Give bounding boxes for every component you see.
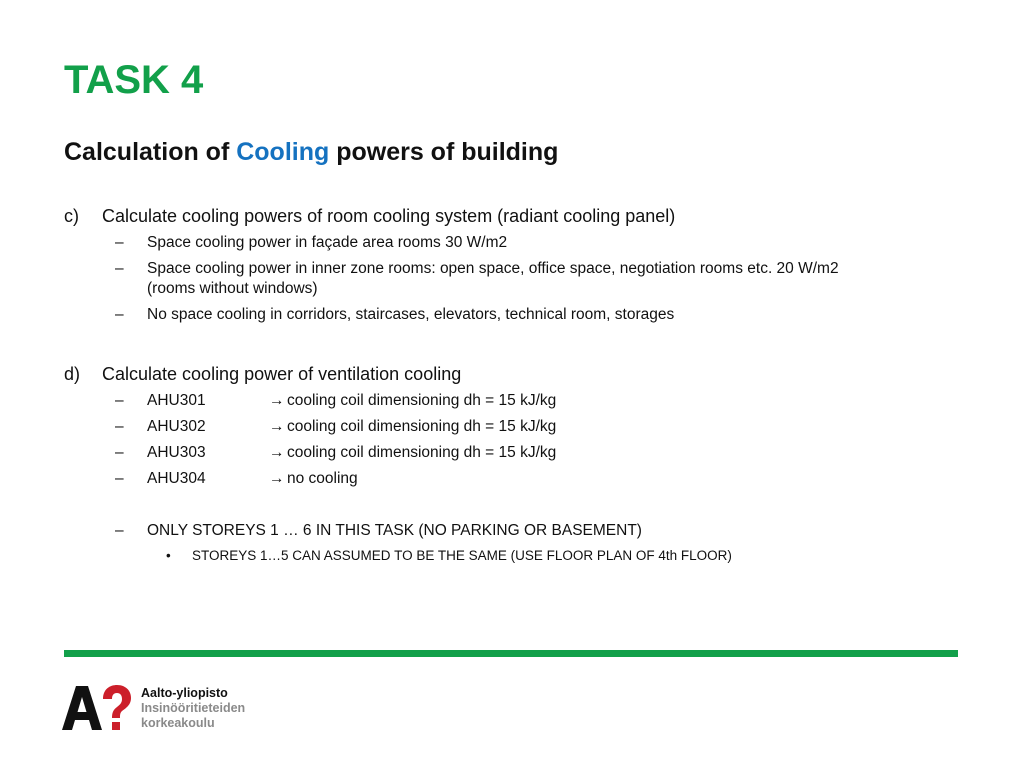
ahu-desc: cooling coil dimensioning dh = 15 kJ/kg — [287, 418, 557, 435]
section-d-label: d) — [64, 364, 81, 384]
arrow-right-icon: → — [269, 444, 285, 461]
storeys-note-text: ONLY STOREYS 1 … 6 IN THIS TASK (NO PARKING OR BASEMENT) — [147, 522, 642, 539]
section-d-text: Calculate cooling power of ventilation cooling — [102, 364, 462, 384]
dash-bullet: – — [115, 234, 124, 251]
ahu-unit: AHU302 — [147, 418, 206, 435]
divider-bar — [64, 650, 958, 657]
ahu-item — [64, 417, 964, 437]
ahu-item — [64, 391, 964, 411]
dash-bullet: – — [115, 444, 124, 461]
section-d — [64, 363, 964, 565]
ahu-desc: cooling coil dimensioning dh = 15 kJ/kg — [287, 444, 557, 461]
storeys-subnote — [64, 547, 964, 565]
arrow-right-icon: → — [269, 392, 285, 409]
subtitle-after: powers of building — [329, 138, 559, 166]
slide-title: TASK 4 — [64, 58, 204, 102]
logo-line-3: korkeakoulu — [141, 716, 215, 730]
slide-subtitle — [64, 136, 558, 168]
item-text: Space cooling power in façade area rooms 30 W/m2 — [147, 234, 508, 251]
dash-bullet: – — [115, 260, 124, 277]
storeys-note — [64, 521, 964, 541]
list-item — [64, 259, 964, 299]
arrow-right-icon: → — [269, 418, 285, 435]
section-c-heading — [64, 205, 964, 227]
section-c-label: c) — [64, 206, 79, 226]
ahu-unit: AHU301 — [147, 392, 206, 409]
logo-text — [141, 686, 245, 731]
item-text-cont: (rooms without windows) — [147, 280, 318, 297]
ahu-item — [64, 469, 964, 489]
dash-bullet: – — [115, 418, 124, 435]
ahu-item — [64, 443, 964, 463]
dash-bullet: – — [115, 392, 124, 409]
subtitle-highlight: Cooling — [236, 138, 330, 166]
list-item — [64, 305, 964, 325]
ahu-unit: AHU304 — [147, 470, 206, 487]
dash-bullet: – — [115, 522, 124, 539]
logo-line-1: Aalto-yliopisto — [141, 686, 228, 700]
ahu-desc: cooling coil dimensioning dh = 15 kJ/kg — [287, 392, 557, 409]
arrow-right-icon: → — [269, 470, 285, 487]
aalto-logo-icon — [62, 684, 132, 732]
dot-bullet: • — [166, 548, 171, 563]
ahu-desc: no cooling — [287, 470, 358, 487]
logo-line-2: Insinööritieteiden — [141, 701, 246, 715]
subtitle-before: Calculation of — [64, 138, 237, 166]
dash-bullet: – — [115, 470, 124, 487]
item-text: No space cooling in corridors, staircases, elevators, technical room, storages — [147, 306, 675, 323]
list-item — [64, 233, 964, 253]
section-d-heading — [64, 363, 964, 385]
ahu-unit: AHU303 — [147, 444, 206, 461]
storeys-subnote-text: STOREYS 1…5 CAN ASSUMED TO BE THE SAME (USE FLOOR PLAN OF 4th FLOOR) — [192, 548, 732, 563]
section-c — [64, 205, 964, 325]
item-text: Space cooling power in inner zone rooms: open space, office space, negotiation rooms etc. 20 W/m2 — [147, 260, 839, 277]
dash-bullet: – — [115, 306, 124, 323]
section-c-text: Calculate cooling powers of room cooling system (radiant cooling panel) — [102, 206, 676, 226]
